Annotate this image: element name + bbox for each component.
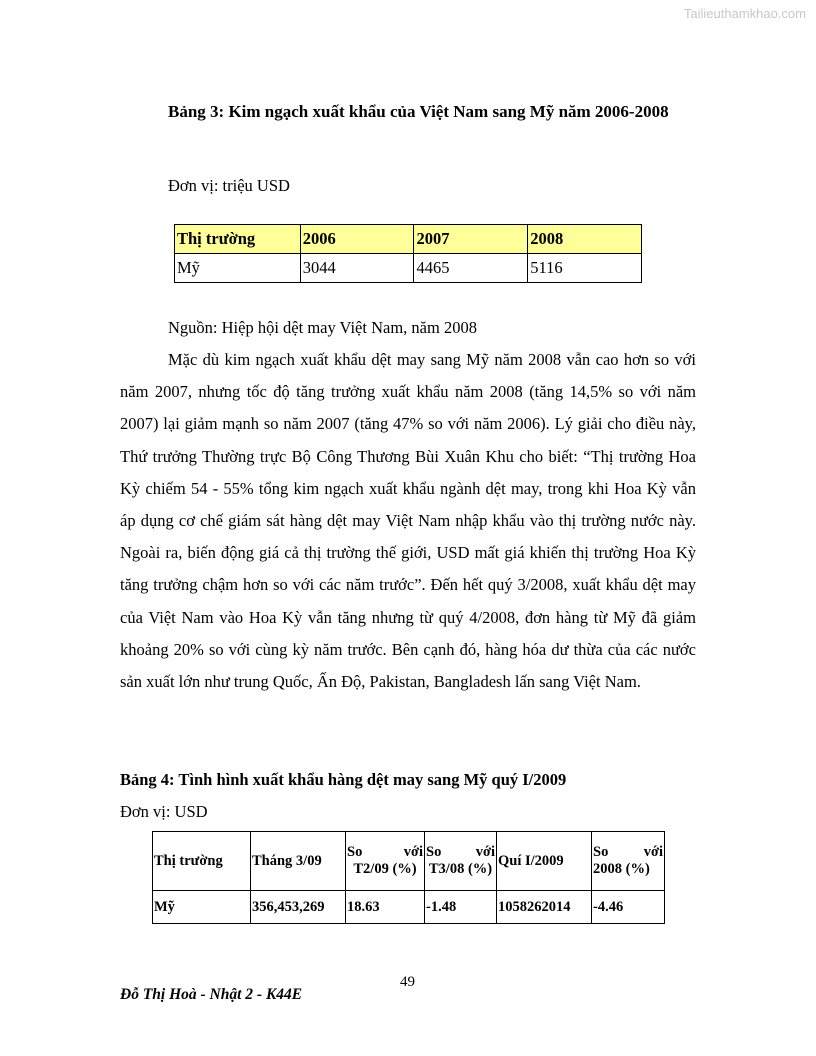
header-text: T3/08 (%) <box>428 861 493 877</box>
table4 <box>152 831 665 924</box>
table4-unit: Đơn vị: USD <box>120 802 208 821</box>
table3-header-cell: 2006 <box>300 225 414 254</box>
table4-header-month: Tháng 3/09 <box>251 832 346 891</box>
table-row <box>175 254 642 283</box>
table-row <box>153 891 665 924</box>
table4-header-vs-2008 <box>592 832 665 891</box>
table3-header-cell: 2007 <box>414 225 528 254</box>
header-text: So <box>347 844 363 860</box>
table4-cell: 1058262014 <box>497 891 592 924</box>
header-text: với <box>475 844 495 860</box>
table3 <box>174 224 642 283</box>
header-text: với <box>403 844 423 860</box>
table4-cell: 356,453,269 <box>251 891 346 924</box>
table3-unit: Đơn vị: triệu USD <box>168 176 290 195</box>
watermark: Tailieuthamkhao.com <box>683 6 806 21</box>
table3-header-cell: Thị trường <box>175 225 301 254</box>
table3-cell: 4465 <box>414 254 528 283</box>
header-text: với <box>643 844 663 860</box>
body-paragraph: Mặc dù kim ngạch xuất khẩu dệt may sang Mỹ năm 2008 vẫn cao hơn so với năm 2007, nhưng tốc độ tăng trưởng xuất khẩu năm 2008 (tăng 14,5% so với năm 2007) lại giảm mạnh so năm 2007 (tăng 47% so với năm 2006). Lý giải cho điều này, Thứ trưởng Thường trực Bộ Công Thương Bùi Xuân Khu cho biết: “Thị trường Hoa Kỳ chiếm 54 - 55% tổng kim ngạch xuất khẩu ngành dệt may, trong khi Hoa Kỳ vẫn áp dụng cơ chế giám sát hàng dệt may Việt Nam nhập khẩu vào thị trường nước này. Ngoài ra, biến động giá cả thị trường thế giới, USD mất giá khiến thị trường Hoa Kỳ tăng trưởng chậm hơn so với các năm trước”. Đến hết quý 3/2008, xuất khẩu dệt may của Việt Nam vào Hoa Kỳ vẫn tăng nhưng từ quý 4/2008, đơn hàng từ Mỹ đã giảm khoảng 20% so với cùng kỳ năm trước. Bên cạnh đó, hàng hóa dư thừa của các nước sản xuất lớn như trung Quốc, Ấn Độ, Pakistan, Bangladesh lấn sang Việt Nam. <box>120 350 696 692</box>
table3-cell: Mỹ <box>175 254 301 283</box>
table3-header-cell: 2008 <box>528 225 642 254</box>
footer-author: Đỗ Thị Hoà - Nhật 2 - K44E <box>120 986 303 1003</box>
table4-cell: -4.46 <box>592 891 665 924</box>
table4-cell: 18.63 <box>346 891 425 924</box>
page-number: 49 <box>400 974 415 990</box>
table4-header-vs-t2 <box>346 832 425 891</box>
header-text: 2008 (%) <box>593 861 650 877</box>
header-text: So <box>426 844 442 860</box>
table3-cell: 5116 <box>528 254 642 283</box>
table4-header-market: Thị trường <box>153 832 251 891</box>
table4-cell: Mỹ <box>153 891 251 924</box>
table3-source: Nguồn: Hiệp hội dệt may Việt Nam, năm 2008 <box>168 318 477 337</box>
table3-header-row <box>175 225 642 254</box>
table4-header-quarter: Quí I/2009 <box>497 832 592 891</box>
table4-title: Bảng 4: Tình hình xuất khẩu hàng dệt may sang Mỹ quý I/2009 <box>120 770 567 789</box>
table3-title: Bảng 3: Kim ngạch xuất khẩu của Việt Nam sang Mỹ năm 2006-2008 <box>168 102 669 121</box>
table4-header-row <box>153 832 665 891</box>
header-text: T2/09 (%) <box>353 861 417 877</box>
table3-cell: 3044 <box>300 254 414 283</box>
table4-header-vs-t3 <box>425 832 497 891</box>
header-text: So <box>593 844 609 860</box>
table4-cell: -1.48 <box>425 891 497 924</box>
